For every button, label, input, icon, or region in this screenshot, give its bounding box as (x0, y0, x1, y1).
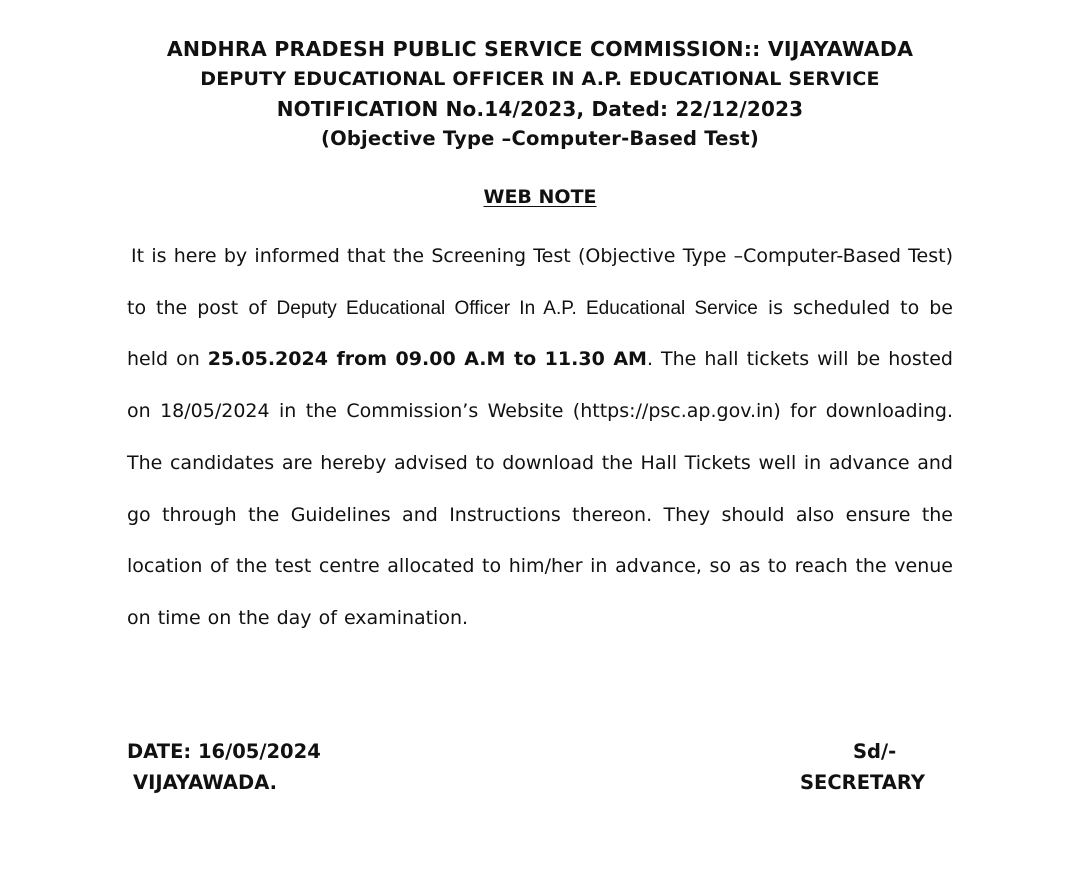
test-type: (Objective Type –Computer-Based Test) (321, 127, 759, 150)
post-name: Deputy Educational Officer In A.P. Educational Service (276, 297, 758, 319)
footer-left (127, 736, 321, 798)
web-note-heading: WEB NOTE (483, 186, 597, 208)
signature-block (800, 736, 950, 798)
notice-text-part2: is scheduled to be held on (127, 296, 953, 371)
notice-text-part1: It is here by informed that the Screening Test (Objective Type –Computer-Based Test) to the post of (127, 245, 953, 319)
web-note-heading-wrap (0, 184, 1080, 210)
post-title: DEPUTY EDUCATIONAL OFFICER IN A.P. EDUCATIONAL SERVICE (200, 68, 880, 90)
issue-place: VIJAYAWADA. (133, 771, 278, 794)
exam-schedule: 25.05.2024 from 09.00 A.M to 11.30 AM (207, 348, 647, 371)
signed-mark: Sd/- (853, 740, 897, 763)
notice-body (127, 231, 953, 645)
document-header (0, 34, 1080, 154)
commission-name: ANDHRA PRADESH PUBLIC SERVICE COMMISSION:: VIJAYAWADA (166, 37, 914, 61)
signatory-designation: SECRETARY (800, 771, 925, 794)
issue-date: DATE: 16/05/2024 (127, 740, 321, 763)
notification-number: NOTIFICATION No.14/2023, Dated: 22/12/2023 (276, 97, 804, 121)
notice-text-part3: . The hall tickets will be hosted on 18/05/2024 in the Commission’s Website (https://psc.ap.gov.in) for downloading. The candidates are hereby advised to download the Hall Tickets well in advance and go through the Guidelines and Instructions thereon. They should also ensure the location of the test centre allocated to him/her in advance, so as to reach the venue on time on the day of examination. (127, 348, 953, 629)
